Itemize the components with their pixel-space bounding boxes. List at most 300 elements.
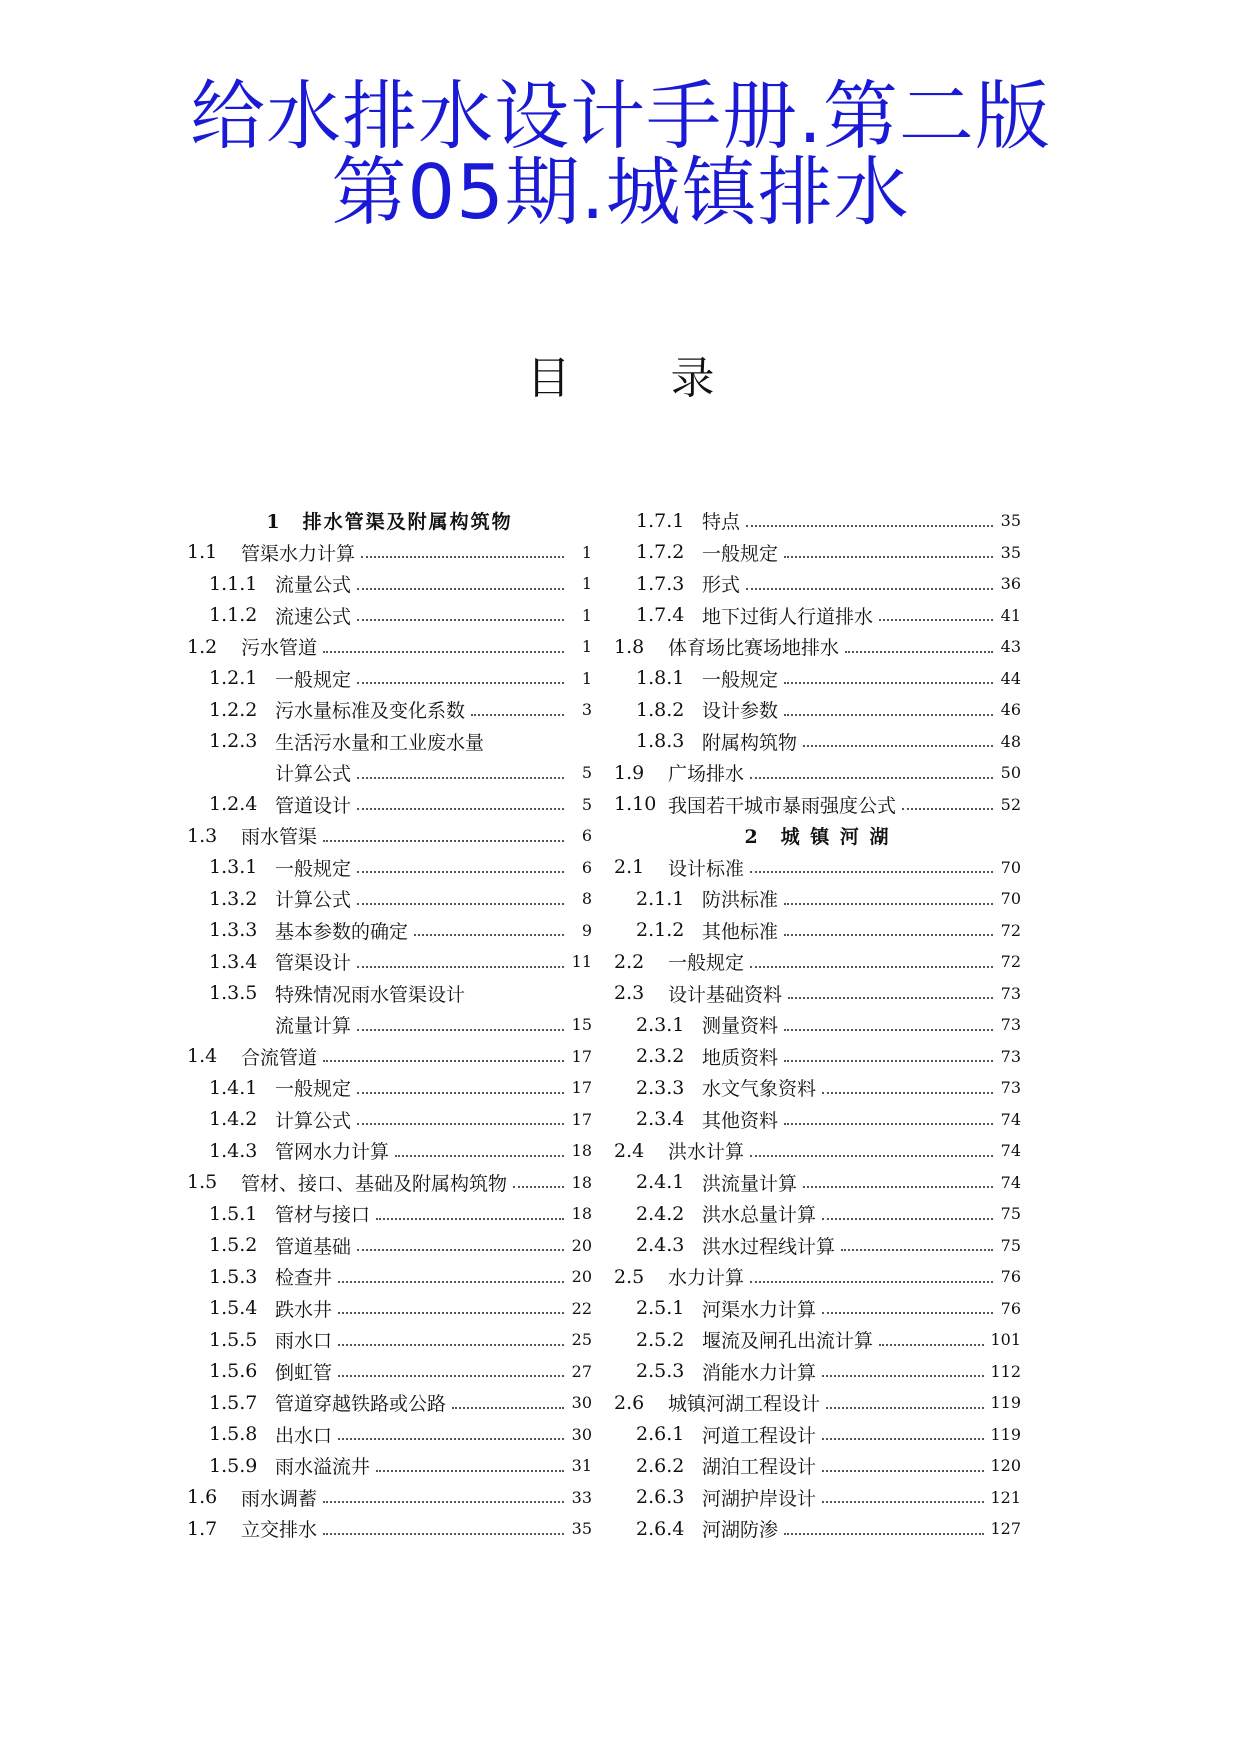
toc-leader-dots bbox=[784, 556, 993, 558]
toc-entry bbox=[614, 1356, 1021, 1388]
toc-entry bbox=[614, 1513, 1021, 1545]
toc-entry-title: 洪水计算 bbox=[668, 1141, 745, 1164]
toc-entry-title: 城镇河湖工程设计 bbox=[668, 1393, 821, 1416]
toc-entry-number: 2.6 bbox=[614, 1391, 645, 1414]
toc-entry-title: 一般规定 bbox=[702, 542, 779, 565]
toc-entry-number: 1.4 bbox=[187, 1045, 218, 1068]
toc-entry-title: 检查井 bbox=[275, 1267, 333, 1290]
toc-entry-title: 设计标准 bbox=[668, 857, 745, 880]
toc-entry-title: 跌水井 bbox=[275, 1298, 333, 1321]
toc-leader-dots bbox=[841, 1249, 993, 1251]
toc-entry-page: 35 bbox=[1000, 511, 1021, 531]
toc-entry bbox=[187, 1387, 592, 1419]
toc-entry bbox=[187, 631, 592, 663]
toc-entry-page: 72 bbox=[1000, 920, 1021, 940]
toc-entry-title: 合流管道 bbox=[241, 1046, 318, 1069]
toc-leader-dots bbox=[357, 1123, 564, 1125]
toc-entry-number: 2.3.2 bbox=[636, 1045, 685, 1068]
toc-entry-page: 9 bbox=[581, 920, 592, 940]
toc-entry-number: 2.2 bbox=[614, 950, 645, 973]
toc-entry-title: 倒虹管 bbox=[275, 1361, 333, 1384]
toc-entry-title: 一般规定 bbox=[275, 857, 352, 880]
toc-leader-dots bbox=[750, 966, 993, 968]
toc-leader-dots bbox=[746, 588, 993, 590]
toc-entry-page: 76 bbox=[1000, 1298, 1021, 1318]
toc-leader-dots bbox=[845, 651, 993, 653]
toc-entry-number: 1.7 bbox=[187, 1517, 218, 1540]
toc-entry bbox=[614, 663, 1021, 695]
toc-leader-dots bbox=[750, 777, 993, 779]
toc-entry-title: 一般规定 bbox=[275, 1078, 352, 1101]
toc-entry-title: 水力计算 bbox=[668, 1267, 745, 1290]
toc-entry-number: 1.7.2 bbox=[636, 541, 685, 564]
toc-entry bbox=[614, 726, 1021, 758]
toc-entry-title: 雨水调蓄 bbox=[241, 1487, 318, 1510]
toc-leader-dots bbox=[323, 1533, 564, 1535]
toc-leader-dots bbox=[357, 1249, 564, 1251]
toc-entry-title: 污水量标准及变化系数 bbox=[275, 700, 466, 723]
toc-leader-dots bbox=[338, 1438, 564, 1440]
toc-entry bbox=[614, 600, 1021, 632]
toc-leader-dots bbox=[357, 966, 564, 968]
toc-entry-page: 112 bbox=[990, 1361, 1021, 1381]
toc-entry-page: 72 bbox=[1000, 952, 1021, 972]
toc-entry-number: 1.5.9 bbox=[209, 1454, 258, 1477]
toc-entry-title: 测量资料 bbox=[702, 1015, 779, 1038]
toc-entry bbox=[614, 1387, 1021, 1419]
toc-entry bbox=[187, 600, 592, 632]
toc-leader-dots bbox=[784, 1533, 984, 1535]
toc-entry-title: 防洪标准 bbox=[702, 889, 779, 912]
toc-leader-dots bbox=[750, 1155, 993, 1157]
toc-entry bbox=[187, 1198, 592, 1230]
toc-leader-dots bbox=[822, 1218, 993, 1220]
toc-entry bbox=[187, 1135, 592, 1167]
toc-leader-dots bbox=[784, 1123, 993, 1125]
toc-entry-number: 1.5.8 bbox=[209, 1423, 258, 1446]
toc-entry-number: 1.7.3 bbox=[636, 572, 685, 595]
toc-entry bbox=[187, 1261, 592, 1293]
toc-entry-page: 74 bbox=[1000, 1141, 1021, 1161]
toc-section-heading: 1 排水管渠及附属构筑物 bbox=[266, 511, 513, 534]
toc-leader-dots bbox=[357, 682, 564, 684]
toc-entry bbox=[614, 1324, 1021, 1356]
toc-leader-dots bbox=[803, 1186, 993, 1188]
toc-entry-number: 1.5.6 bbox=[209, 1360, 258, 1383]
toc-entry bbox=[614, 1450, 1021, 1482]
toc-entry-title: 广场排水 bbox=[668, 763, 745, 786]
toc-entry-number: 2.4.1 bbox=[636, 1171, 685, 1194]
toc-entry-title: 其他标准 bbox=[702, 920, 779, 943]
toc-entry bbox=[614, 883, 1021, 915]
toc-entry-number: 1.5.1 bbox=[209, 1202, 258, 1225]
toc-entry-page: 25 bbox=[571, 1330, 592, 1350]
toc-entry-page: 119 bbox=[990, 1424, 1021, 1444]
toc-entry-number: 1.2 bbox=[187, 635, 218, 658]
toc-leader-dots bbox=[784, 903, 993, 905]
title-line-2: 第05期.城镇排水 bbox=[331, 148, 910, 236]
toc-entry-page: 121 bbox=[990, 1487, 1021, 1507]
toc-section-heading: 2 城 镇 河 湖 bbox=[744, 826, 891, 849]
toc-entry-title: 洪水总量计算 bbox=[702, 1204, 817, 1227]
toc-leader-dots bbox=[822, 1375, 984, 1377]
toc-entry-page: 20 bbox=[571, 1235, 592, 1255]
toc-leader-dots bbox=[357, 588, 564, 590]
toc-entry-title: 雨水管渠 bbox=[241, 826, 318, 849]
toc-leader-dots bbox=[822, 1092, 993, 1094]
toc-entry bbox=[614, 694, 1021, 726]
toc-entry-title: 管道穿越铁路或公路 bbox=[275, 1393, 447, 1416]
toc-leader-dots bbox=[323, 840, 564, 842]
toc-entry-title: 管道基础 bbox=[275, 1235, 352, 1258]
toc-entry-page: 127 bbox=[990, 1519, 1021, 1539]
toc-entry-title: 管网水力计算 bbox=[275, 1141, 390, 1164]
toc-entry-page: 73 bbox=[1000, 1078, 1021, 1098]
toc-heading bbox=[0, 342, 1241, 406]
toc-entry bbox=[187, 1324, 592, 1356]
toc-entry-page: 20 bbox=[571, 1267, 592, 1287]
toc-entry-number: 1.1.2 bbox=[209, 604, 258, 627]
toc-entry-number: 2.3.3 bbox=[636, 1076, 685, 1099]
toc-entry-number: 1.3.1 bbox=[209, 856, 258, 879]
toc-entry bbox=[187, 852, 592, 884]
toc-entry-page: 30 bbox=[571, 1393, 592, 1413]
toc-entry-title: 雨水口 bbox=[275, 1330, 333, 1353]
toc-entry-number: 1.7.4 bbox=[636, 604, 685, 627]
toc-leader-dots bbox=[788, 997, 993, 999]
toc-entry-page: 1 bbox=[581, 637, 592, 657]
toc-entry-page: 17 bbox=[571, 1046, 592, 1066]
toc-entry-page: 17 bbox=[571, 1109, 592, 1129]
toc-entry-page: 76 bbox=[1000, 1267, 1021, 1287]
toc-entry bbox=[187, 1450, 592, 1482]
toc-entry-title: 一般规定 bbox=[668, 952, 745, 975]
toc-entry-number: 1.8.2 bbox=[636, 698, 685, 721]
toc-entry-page: 18 bbox=[571, 1172, 592, 1192]
toc-entry-title: 河道工程设计 bbox=[702, 1424, 817, 1447]
toc-entry-number: 1.2.3 bbox=[209, 730, 258, 753]
toc-entry-title: 一般规定 bbox=[275, 668, 352, 691]
toc-entry bbox=[614, 631, 1021, 663]
toc-entry-title: 基本参数的确定 bbox=[275, 920, 409, 943]
toc-entry-title: 体育场比赛场地排水 bbox=[668, 637, 840, 660]
toc-entry bbox=[187, 726, 592, 758]
toc-entry-title: 雨水溢流井 bbox=[275, 1456, 371, 1479]
toc-leader-dots bbox=[323, 651, 564, 653]
toc-entry-title: 计算公式 bbox=[275, 889, 352, 912]
toc-entry bbox=[187, 946, 592, 978]
toc-entry bbox=[614, 978, 1021, 1010]
toc-entry-number: 1.1 bbox=[187, 541, 218, 564]
toc-entry bbox=[187, 1419, 592, 1451]
toc-heading-char-1: 目 bbox=[526, 353, 571, 404]
toc-entry-page: 11 bbox=[571, 952, 592, 972]
toc-leader-dots bbox=[357, 871, 564, 873]
toc-entry-number: 1.10 bbox=[614, 793, 657, 816]
toc-entry-page: 6 bbox=[581, 826, 592, 846]
toc-entry-number: 1.3.4 bbox=[209, 950, 258, 973]
toc-entry-page: 70 bbox=[1000, 857, 1021, 877]
toc-leader-dots bbox=[784, 1029, 993, 1031]
toc-entry-number: 1.5 bbox=[187, 1171, 218, 1194]
toc-entry-page: 73 bbox=[1000, 1015, 1021, 1035]
toc-entry bbox=[187, 1513, 592, 1545]
toc-entry-page: 18 bbox=[571, 1141, 592, 1161]
toc-entry-number: 2.5.3 bbox=[636, 1360, 685, 1383]
toc-entry-page: 75 bbox=[1000, 1235, 1021, 1255]
toc-leader-dots bbox=[879, 619, 993, 621]
toc-entry-number: 1.5.5 bbox=[209, 1328, 258, 1351]
toc-entry-number: 1.9 bbox=[614, 761, 645, 784]
toc-entry-title: 出水口 bbox=[275, 1424, 333, 1447]
toc-entry-number: 2.3.1 bbox=[636, 1013, 685, 1036]
toc-entry bbox=[187, 1167, 592, 1199]
toc-entry bbox=[614, 946, 1021, 978]
toc-leader-dots bbox=[784, 714, 993, 716]
toc-entry-title: 洪水过程线计算 bbox=[702, 1235, 836, 1258]
toc-leader-dots bbox=[822, 1501, 984, 1503]
toc-leader-dots bbox=[822, 1438, 984, 1440]
toc-entry-title: 污水管道 bbox=[241, 637, 318, 660]
toc-entry-number: 2.6.4 bbox=[636, 1517, 685, 1540]
toc-entry-number: 2.1.2 bbox=[636, 919, 685, 942]
toc-leader-dots bbox=[323, 1501, 564, 1503]
toc-entry-number: 1.5.2 bbox=[209, 1234, 258, 1257]
toc-entry-title: 管道设计 bbox=[275, 794, 352, 817]
toc-leader-dots bbox=[513, 1186, 564, 1188]
toc-entry bbox=[614, 1482, 1021, 1514]
toc-leader-dots bbox=[338, 1312, 564, 1314]
toc-entry-number: 1.5.7 bbox=[209, 1391, 258, 1414]
toc-entry-title: 堰流及闸孔出流计算 bbox=[702, 1330, 874, 1353]
toc-entry-title: 地下过街人行道排水 bbox=[702, 605, 874, 628]
toc-entry-title: 流量计算 bbox=[275, 1015, 352, 1038]
toc-leader-dots bbox=[338, 1344, 564, 1346]
toc-entry-number: 2.5.2 bbox=[636, 1328, 685, 1351]
toc-entry bbox=[614, 1009, 1021, 1041]
toc-entry-title: 管渠水力计算 bbox=[241, 542, 356, 565]
toc-leader-dots bbox=[376, 1218, 564, 1220]
toc-entry-number: 2.4.3 bbox=[636, 1234, 685, 1257]
toc-entry bbox=[187, 1009, 592, 1041]
toc-leader-dots bbox=[338, 1281, 564, 1283]
toc-entry-number: 2.4 bbox=[614, 1139, 645, 1162]
toc-entry bbox=[187, 1072, 592, 1104]
toc-entry-page: 15 bbox=[571, 1015, 592, 1035]
toc-entry-number: 1.7.1 bbox=[636, 509, 685, 532]
toc-entry-title: 其他资料 bbox=[702, 1109, 779, 1132]
toc-entry-number: 2.1.1 bbox=[636, 887, 685, 910]
toc-entry-number: 1.8 bbox=[614, 635, 645, 658]
toc-leader-dots bbox=[323, 1060, 564, 1062]
toc-entry-number: 1.3.3 bbox=[209, 919, 258, 942]
toc-entry-number: 1.4.2 bbox=[209, 1108, 258, 1131]
toc-entry-page: 52 bbox=[1000, 794, 1021, 814]
toc-entry-page: 6 bbox=[581, 857, 592, 877]
toc-entry bbox=[614, 1230, 1021, 1262]
toc-entry-number: 1.1.1 bbox=[209, 572, 258, 595]
toc-entry-title: 洪流量计算 bbox=[702, 1172, 798, 1195]
toc-entry bbox=[187, 568, 592, 600]
toc-entry bbox=[614, 915, 1021, 947]
toc-leader-dots bbox=[357, 777, 564, 779]
toc-entry bbox=[614, 1135, 1021, 1167]
toc-entry-title: 管材、接口、基础及附属构筑物 bbox=[241, 1172, 508, 1195]
toc-leader-dots bbox=[357, 619, 564, 621]
toc-entry-title: 河湖防渗 bbox=[702, 1519, 779, 1542]
toc-entry-number: 2.3 bbox=[614, 982, 645, 1005]
toc-entry-page: 120 bbox=[990, 1456, 1021, 1476]
toc-entry-page: 1 bbox=[581, 605, 592, 625]
toc-leader-dots bbox=[902, 808, 993, 810]
toc-entry-page: 8 bbox=[581, 889, 592, 909]
toc-entry bbox=[187, 883, 592, 915]
toc-entry-title: 流量公式 bbox=[275, 574, 352, 597]
toc-entry bbox=[614, 1104, 1021, 1136]
toc-entry bbox=[187, 1356, 592, 1388]
toc-entry-number: 1.4.1 bbox=[209, 1076, 258, 1099]
toc-leader-dots bbox=[822, 1312, 993, 1314]
toc-entry-number: 1.5.4 bbox=[209, 1297, 258, 1320]
toc-entry bbox=[187, 694, 592, 726]
toc-leader-dots bbox=[826, 1407, 984, 1409]
toc-leader-dots bbox=[822, 1470, 984, 1472]
toc-leader-dots bbox=[414, 934, 564, 936]
toc-entry-page: 27 bbox=[571, 1361, 592, 1381]
toc-entry-page: 73 bbox=[1000, 1046, 1021, 1066]
toc-entry-page: 5 bbox=[581, 763, 592, 783]
toc-entry-title: 我国若干城市暴雨强度公式 bbox=[668, 794, 897, 817]
toc-entry bbox=[614, 505, 1021, 537]
toc-leader-dots bbox=[750, 1281, 993, 1283]
toc-right-column bbox=[614, 505, 1021, 1545]
toc-entry-page: 119 bbox=[990, 1393, 1021, 1413]
toc-entry-number: 1.4.3 bbox=[209, 1139, 258, 1162]
toc-entry bbox=[614, 1419, 1021, 1451]
toc-entry-title: 计算公式 bbox=[275, 763, 352, 786]
toc-leader-dots bbox=[357, 1092, 564, 1094]
toc-entry bbox=[614, 1072, 1021, 1104]
toc-entry-page: 35 bbox=[1000, 542, 1021, 562]
toc-entry-page: 70 bbox=[1000, 889, 1021, 909]
toc-entry-number: 1.6 bbox=[187, 1486, 218, 1509]
toc-entry-page: 44 bbox=[1000, 668, 1021, 688]
toc-entry-number: 2.6.3 bbox=[636, 1486, 685, 1509]
toc-entry-page: 41 bbox=[1000, 605, 1021, 625]
toc-entry-page: 74 bbox=[1000, 1109, 1021, 1129]
toc-leader-dots bbox=[357, 903, 564, 905]
toc-entry-page: 101 bbox=[990, 1330, 1021, 1350]
toc-leader-dots bbox=[746, 525, 993, 527]
toc-entry-title: 生活污水量和工业废水量 bbox=[275, 731, 485, 754]
toc-leader-dots bbox=[338, 1375, 564, 1377]
toc-entry-number: 2.6.2 bbox=[636, 1454, 685, 1477]
toc-entry-page: 22 bbox=[571, 1298, 592, 1318]
toc-entry-title: 计算公式 bbox=[275, 1109, 352, 1132]
toc-entry bbox=[614, 1261, 1021, 1293]
toc-entry-page: 35 bbox=[571, 1519, 592, 1539]
toc-entry-title: 设计参数 bbox=[702, 700, 779, 723]
toc-entry-page: 50 bbox=[1000, 763, 1021, 783]
toc-entry-page: 36 bbox=[1000, 574, 1021, 594]
toc-entry-number: 2.5 bbox=[614, 1265, 645, 1288]
toc-entry-number: 2.5.1 bbox=[636, 1297, 685, 1320]
toc-leader-dots bbox=[357, 1029, 564, 1031]
toc-entry bbox=[187, 1482, 592, 1514]
toc-entry bbox=[187, 663, 592, 695]
toc-entry bbox=[187, 789, 592, 821]
toc-entry-page: 33 bbox=[571, 1487, 592, 1507]
toc-entry-number: 1.2.2 bbox=[209, 698, 258, 721]
toc-entry-title: 立交排水 bbox=[241, 1519, 318, 1542]
toc-entry-number: 2.1 bbox=[614, 856, 645, 879]
toc-leader-dots bbox=[784, 934, 993, 936]
toc-entry bbox=[187, 978, 592, 1010]
toc-leader-dots bbox=[879, 1344, 984, 1346]
toc-entry-page: 5 bbox=[581, 794, 592, 814]
toc-entry-page: 17 bbox=[571, 1078, 592, 1098]
toc-entry bbox=[187, 1230, 592, 1262]
toc-entry bbox=[614, 852, 1021, 884]
toc-entry-page: 1 bbox=[581, 668, 592, 688]
toc-entry-number: 1.3.5 bbox=[209, 982, 258, 1005]
toc-entry-title: 管渠设计 bbox=[275, 952, 352, 975]
toc-entry-title: 水文气象资料 bbox=[702, 1078, 817, 1101]
toc-entry-title: 流速公式 bbox=[275, 605, 352, 628]
toc-entry bbox=[187, 757, 592, 789]
toc-entry-title: 形式 bbox=[702, 574, 741, 597]
toc-entry bbox=[614, 757, 1021, 789]
toc-entry-page: 1 bbox=[581, 542, 592, 562]
toc-entry-number: 2.4.2 bbox=[636, 1202, 685, 1225]
toc-entry bbox=[614, 1198, 1021, 1230]
toc-entry-page: 46 bbox=[1000, 700, 1021, 720]
toc-entry-title: 附属构筑物 bbox=[702, 731, 798, 754]
toc-leader-dots bbox=[784, 1060, 993, 1062]
toc-entry-page: 73 bbox=[1000, 983, 1021, 1003]
toc-entry-title: 设计基础资料 bbox=[668, 983, 783, 1006]
toc-entry bbox=[187, 537, 592, 569]
toc-entry-title: 一般规定 bbox=[702, 668, 779, 691]
toc-entry-page: 30 bbox=[571, 1424, 592, 1444]
toc-leader-dots bbox=[784, 682, 993, 684]
toc-entry bbox=[614, 568, 1021, 600]
toc-entry bbox=[614, 1293, 1021, 1325]
toc-entry-number: 2.6.1 bbox=[636, 1423, 685, 1446]
toc-leader-dots bbox=[471, 714, 564, 716]
toc-entry-page: 3 bbox=[581, 700, 592, 720]
toc-entry-number: 2.3.4 bbox=[636, 1108, 685, 1131]
toc-entry-page: 43 bbox=[1000, 637, 1021, 657]
toc-entry-title: 河渠水力计算 bbox=[702, 1298, 817, 1321]
toc-entry-page: 75 bbox=[1000, 1204, 1021, 1224]
toc-entry-title: 消能水力计算 bbox=[702, 1361, 817, 1384]
toc-entry-number: 1.5.3 bbox=[209, 1265, 258, 1288]
toc-entry-number: 1.2.4 bbox=[209, 793, 258, 816]
toc-entry-number: 1.8.3 bbox=[636, 730, 685, 753]
toc-heading-char-2: 录 bbox=[670, 353, 715, 404]
toc-entry-title: 特点 bbox=[702, 511, 741, 534]
toc-entry bbox=[614, 789, 1021, 821]
toc-entry-number: 1.3 bbox=[187, 824, 218, 847]
toc-entry bbox=[187, 915, 592, 947]
toc-entry bbox=[187, 1041, 592, 1073]
toc-left-column bbox=[187, 505, 592, 1545]
toc-leader-dots bbox=[395, 1155, 564, 1157]
toc-entry bbox=[614, 1041, 1021, 1073]
toc-leader-dots bbox=[376, 1470, 564, 1472]
toc-entry-number: 1.8.1 bbox=[636, 667, 685, 690]
